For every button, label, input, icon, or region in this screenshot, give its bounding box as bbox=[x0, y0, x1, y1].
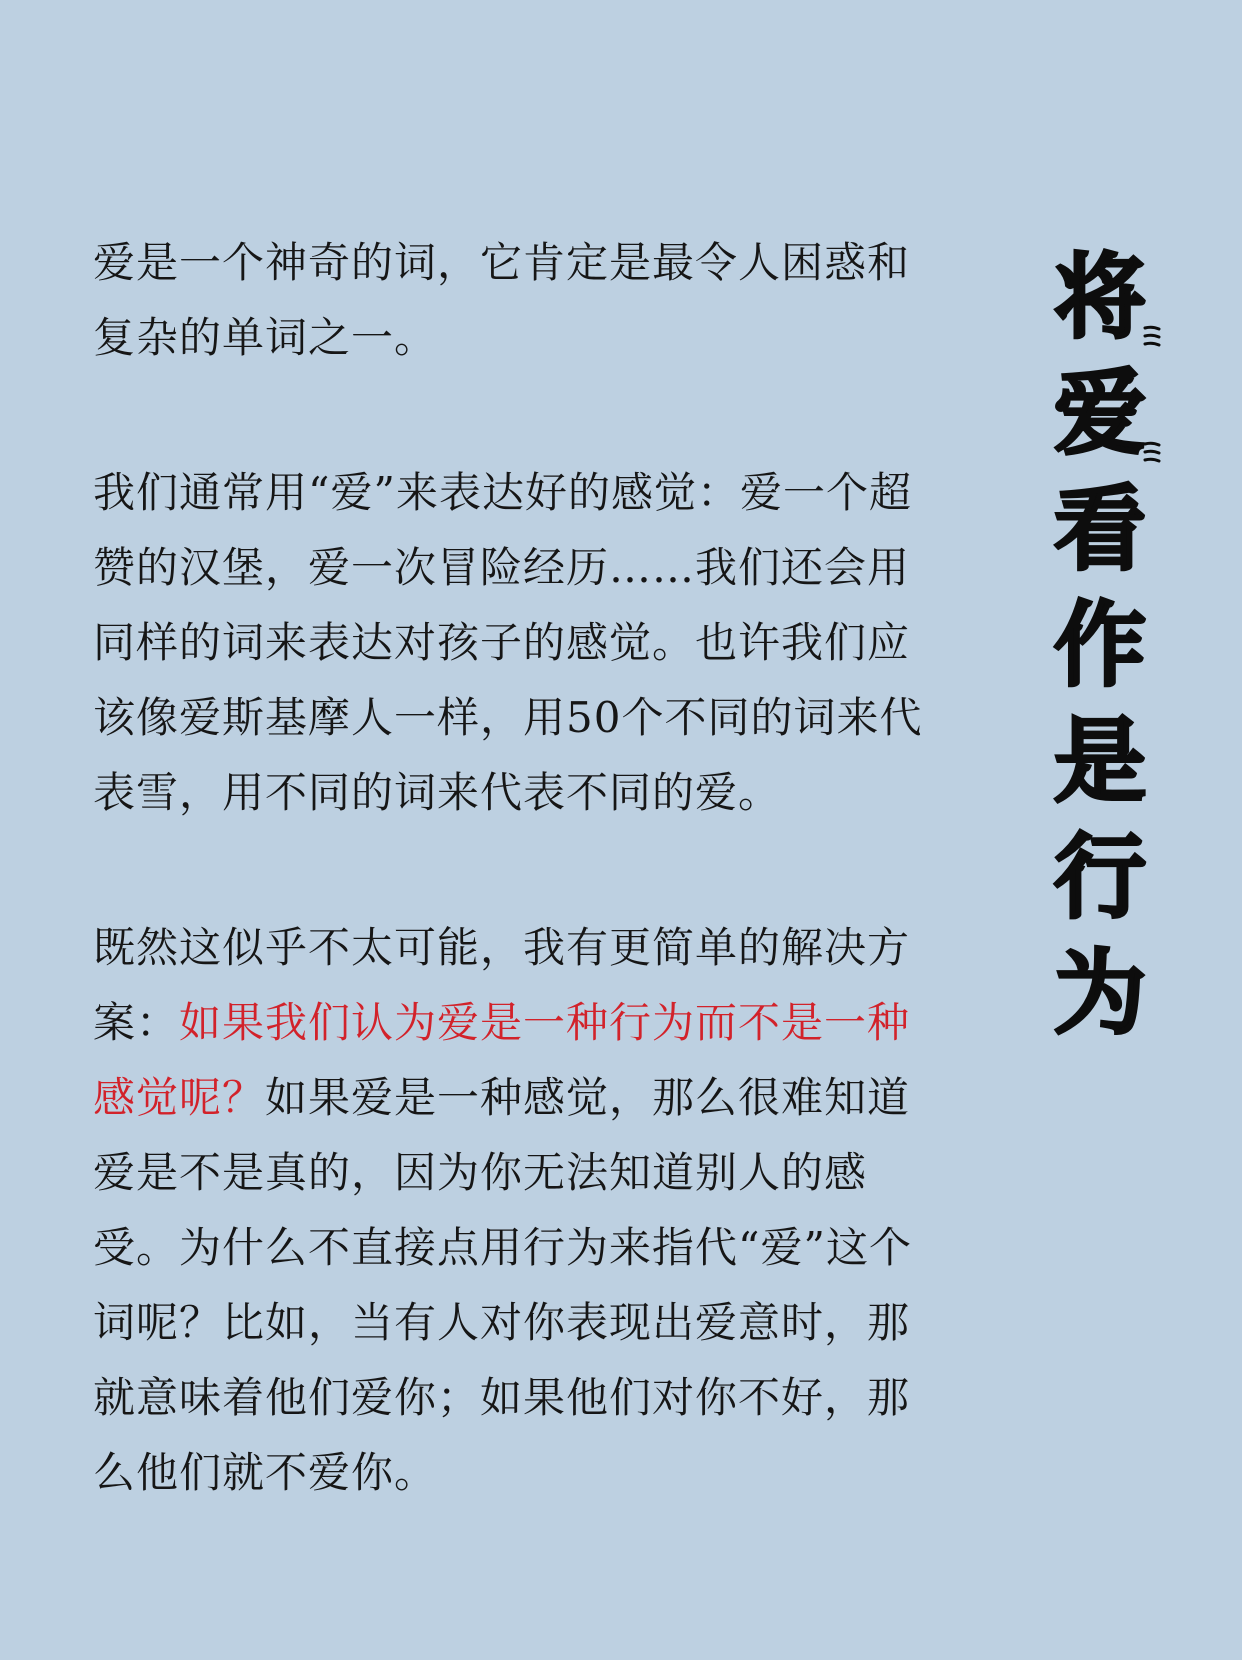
highlighted-question: 如果我们认为爱是一种行为而不是一种 感觉呢？ bbox=[93, 998, 911, 1122]
repeat-mark-icon bbox=[1143, 324, 1161, 348]
title-char-4: 作 bbox=[1053, 592, 1146, 699]
vertical-title bbox=[1045, 240, 1155, 1052]
paragraph-3-intro: 既然这似乎不太可能，我有更简单的解决方 案： bbox=[93, 923, 911, 1047]
paragraph-1: 爱是一个神奇的词，它肯定是最令人困惑和 复杂的单词之一。 bbox=[93, 238, 911, 362]
paragraph-3-body: 如果爱是一种感觉，那么很难知道 爱是不是真的，因为你无法知道别人的感 受。为什么不直接点用行为来指代“爱”这个 词呢？比如，当有人对你表现出爱意时，那 就意味着他们爱你；如果他们对你不好，那 么他们就不爱你。 bbox=[93, 1073, 912, 1497]
title-char-1: 将 bbox=[1045, 240, 1155, 356]
title-char-6: 行 bbox=[1053, 824, 1146, 931]
title-char-5: 是 bbox=[1053, 708, 1146, 815]
title-char-2: 爱 bbox=[1045, 356, 1155, 472]
paragraph-2: 我们通常用“爱”来表达好的感觉：爱一个超 赞的汉堡，爱一次冒险经历……我们还会用 同样的词来表达对孩子的感觉。也许我们应 该像爱斯基摩人一样，用50个不同的词来代 表雪，用不同的词来代表不同的爱。 bbox=[93, 468, 923, 817]
title-char-7: 为 bbox=[1053, 940, 1146, 1047]
repeat-mark-icon bbox=[1143, 440, 1161, 464]
paragraph-3 bbox=[93, 910, 963, 1510]
title-char-3: 看 bbox=[1053, 476, 1146, 583]
article-body bbox=[93, 225, 963, 1510]
